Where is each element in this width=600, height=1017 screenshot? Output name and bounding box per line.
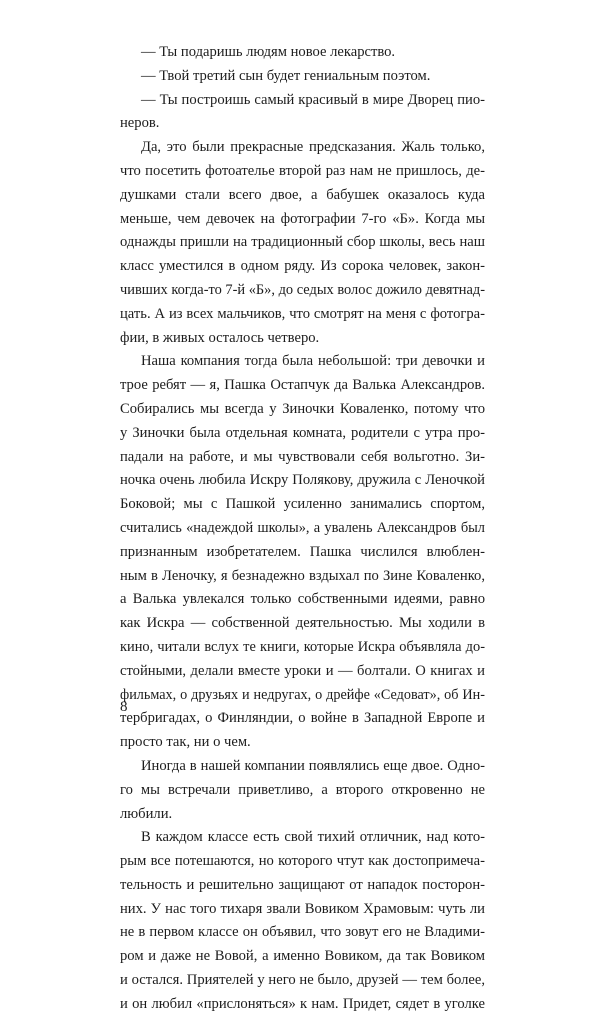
text-line: падали на работе, и мы чувствовали себя вольготно. Зи-	[120, 448, 485, 465]
text-line: них. У нас того тихаря звали Вовиком Храмовым: чуть ли	[120, 900, 485, 917]
text-line: тербригадах, о Финляндии, о войне в Западной Европе и	[120, 710, 485, 727]
text-line: чивших когда-то 7-й «Б», до седых волос дожило девятнад-	[120, 281, 485, 298]
text-line: ночка очень любила Искру Полякову, дружила с Леночкой	[120, 472, 485, 489]
text-line: фильмах, о друзьях и недругах, о дрейфе «Седоват», об Ин-	[120, 686, 485, 703]
text-line: что посетить фотоателье второй раз нам не пришлось, де-	[120, 162, 485, 179]
text-line: го мы встречали приветливо, а второго откровенно не	[120, 781, 485, 798]
text-line: и он любил «прислоняться» к нам. Придет, сядет в уголке	[120, 995, 485, 1012]
text-line: Боковой; мы с Пашкой усиленно занимались спортом,	[120, 496, 485, 513]
text-line: неров.	[120, 115, 160, 132]
text-line: кино, читали вслух те книги, которые Искра объявляла до-	[120, 638, 485, 655]
text-line: Да, это были прекрасные предсказания. Жаль только,	[141, 139, 485, 156]
text-line: — Ты построишь самый красивый в мире Дворец пио-	[141, 91, 485, 108]
text-line: меньше, чем девочек на фотографии 7-го «Б». Когда мы	[120, 210, 485, 227]
text-line: просто так, ни о чем.	[120, 734, 251, 751]
text-line: класс уместился в одном ряду. Из сорока человек, закон-	[120, 258, 485, 275]
text-line: признанным изобретателем. Пашка числился влюблен-	[120, 543, 485, 560]
text-line: цать. А из всех мальчиков, что смотрят на меня с фотогра-	[120, 305, 485, 322]
text-line: Иногда в нашей компании появлялись еще двое. Одно-	[141, 757, 485, 774]
page-number: 8	[120, 699, 128, 715]
text-line: душками стали всего двое, а бабушек оказалось куда	[120, 186, 485, 203]
text-line: у Зиночки была отдельная комната, родители с утра про-	[120, 424, 485, 441]
text-line: однажды пришли на традиционный сбор школы, весь наш	[120, 234, 485, 251]
text-line: рым все потешаются, но которого чтут как достопримеча-	[120, 853, 485, 870]
text-line: тельность и решительно защищают от нападок посторон-	[120, 876, 485, 893]
text-line: ным в Леночку, я безнадежно вздыхал по Зине Коваленко,	[120, 567, 485, 584]
text-line: Собирались мы всегда у Зиночки Коваленко, потому что	[120, 400, 485, 417]
text-line: а Валька увлекался только собственными идеями, равно	[120, 591, 485, 608]
text-line: фии, в живых осталось четверо.	[120, 329, 320, 346]
page-text	[120, 41, 485, 1017]
text-line: не в первом классе он объявил, что зовут его не Владими-	[120, 924, 485, 941]
text-line: любили.	[120, 805, 173, 822]
text-line: как Искра — собственной деятельностью. Мы ходили в	[120, 615, 485, 632]
text-line: трое ребят — я, Пашка Остапчук да Валька Александров.	[120, 377, 485, 394]
text-line: и остался. Приятелей у него не было, друзей — тем более,	[120, 972, 485, 989]
text-line: — Твой третий сын будет гениальным поэтом.	[141, 67, 431, 84]
text-line: В каждом классе есть свой тихий отличник, над кото-	[141, 829, 485, 846]
text-line: считались «надеждой школы», а увалень Александров был	[120, 519, 485, 536]
text-line: — Ты подаришь людям новое лекарство.	[141, 44, 396, 60]
text-line: Наша компания тогда была небольшой: три девочки и	[141, 353, 485, 370]
text-line: ром и даже не Вовой, а именно Вовиком, да так Вовиком	[120, 948, 485, 965]
text-line: стойными, делали вместе уроки и — болтали. О книгах и	[120, 662, 485, 679]
